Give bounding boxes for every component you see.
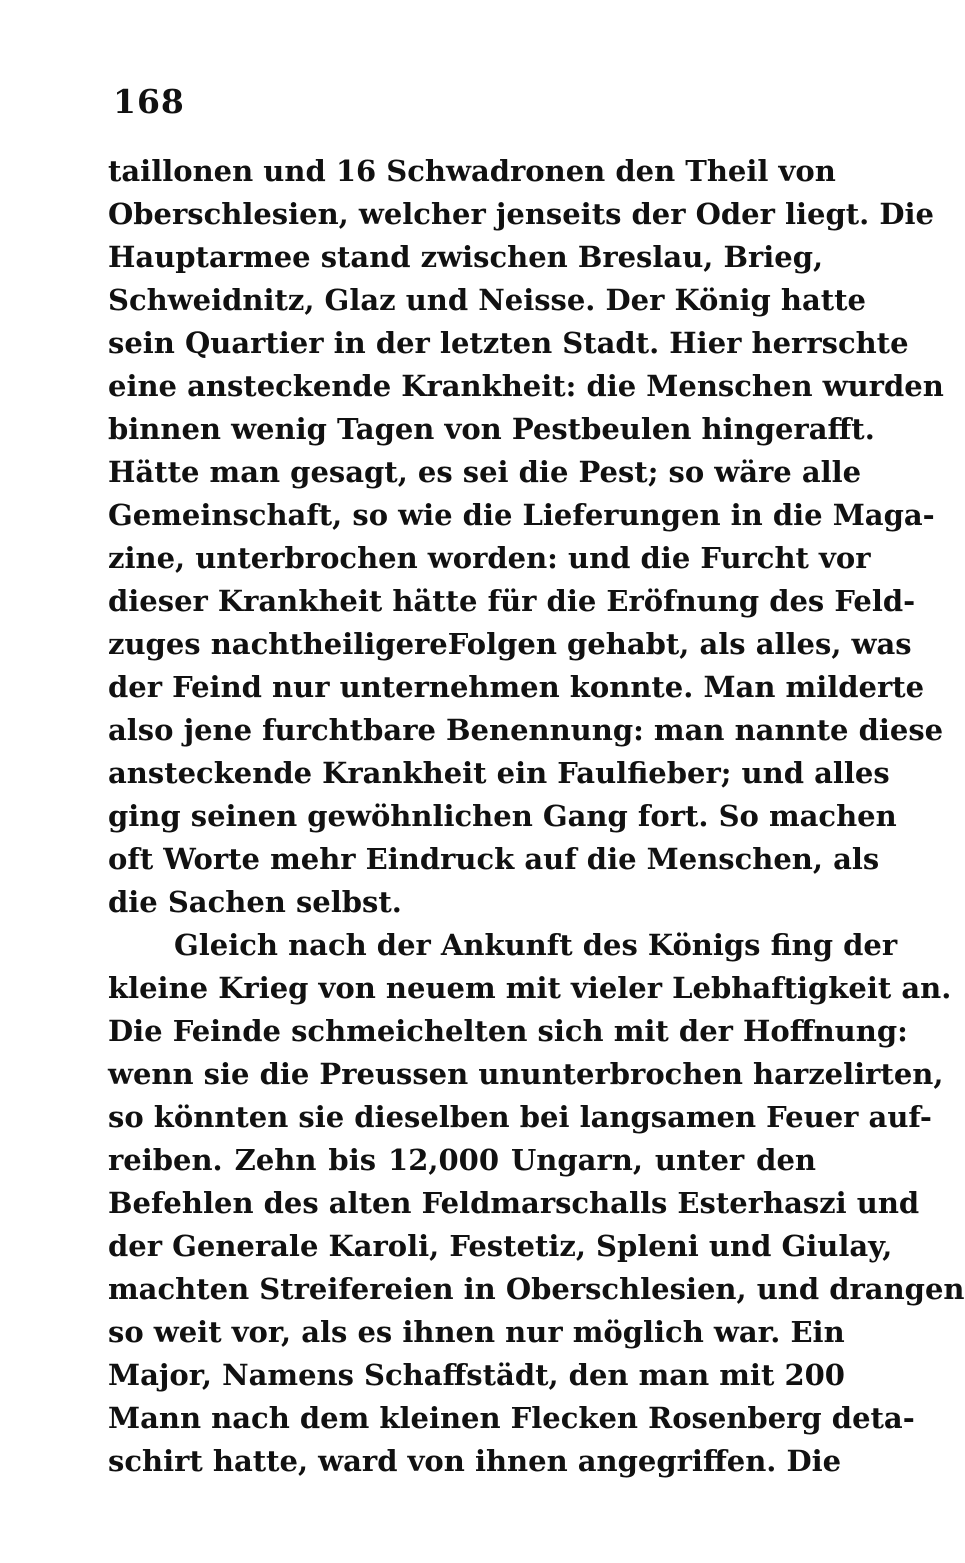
text-line: eine ansteckende Krankheit: die Menschen wurden <box>108 369 944 403</box>
text-line: Befehlen des alten Feldmarschalls Esterhaszi und <box>108 1186 920 1220</box>
text-line: Oberschlesien, welcher jenseits der Oder liegt. Die <box>108 197 934 231</box>
text-line: kleine Krieg von neuem mit vieler Lebhaftigkeit an. <box>108 971 952 1005</box>
text-line: oft Worte mehr Eindruck auf die Menschen, als <box>108 842 880 876</box>
text-line: Major, Namens Schaffstädt, den man mit 200 <box>108 1358 845 1392</box>
text-line: der Feind nur unternehmen konnte. Man milderte <box>108 670 925 704</box>
text-line: reiben. Zehn bis 12,000 Ungarn, unter den <box>108 1143 816 1177</box>
page-number: 168 <box>113 82 185 121</box>
text-line: taillonen und 16 Schwadronen den Theil von <box>108 154 836 188</box>
text-line: so weit vor, als es ihnen nur möglich war. Ein <box>108 1315 845 1349</box>
paragraph-start-line: Gleich nach der Ankunft des Königs fing der <box>174 928 898 962</box>
text-line: also jene furchtbare Benennung: man nannte diese <box>108 713 944 747</box>
text-line: ansteckende Krankheit ein Faulfieber; und alles <box>108 756 890 790</box>
text-line: ging seinen gewöhnlichen Gang fort. So machen <box>108 799 897 833</box>
text-line: schirt hatte, ward von ihnen angegriffen. Die <box>108 1444 842 1478</box>
text-line: so könnten sie dieselben bei langsamen Feuer auf- <box>108 1100 932 1134</box>
text-line: Hätte man gesagt, es sei die Pest; so wäre alle <box>108 455 862 489</box>
text-line: wenn sie die Preussen ununterbrochen harzelirten, <box>108 1057 944 1091</box>
text-line: Mann nach dem kleinen Flecken Rosenberg deta- <box>108 1401 915 1435</box>
text-line: dieser Krankheit hätte für die Eröfnung des Feld- <box>108 584 916 618</box>
paragraph-end-line: die Sachen selbst. <box>108 885 402 919</box>
text-line: machten Streifereien in Oberschlesien, und drangen <box>108 1272 965 1306</box>
text-line: zuges nachtheiligereFolgen gehabt, als alles, was <box>108 627 912 661</box>
text-line: sein Quartier in der letzten Stadt. Hier herrschte <box>108 326 909 360</box>
text-line: Schweidnitz, Glaz und Neisse. Der König hatte <box>108 283 866 317</box>
text-line: binnen wenig Tagen von Pestbeulen hingerafft. <box>108 412 875 446</box>
text-line: Die Feinde schmeichelten sich mit der Hoffnung: <box>108 1014 908 1048</box>
text-line: Hauptarmee stand zwischen Breslau, Brieg, <box>108 240 824 274</box>
text-line: der Generale Karoli, Festetiz, Spleni und Giulay, <box>108 1229 893 1263</box>
text-line: Gemeinschaft, so wie die Lieferungen in die Maga- <box>108 498 935 532</box>
text-line: zine, unterbrochen worden: und die Furcht vor <box>108 541 871 575</box>
body-text <box>108 150 965 1483</box>
